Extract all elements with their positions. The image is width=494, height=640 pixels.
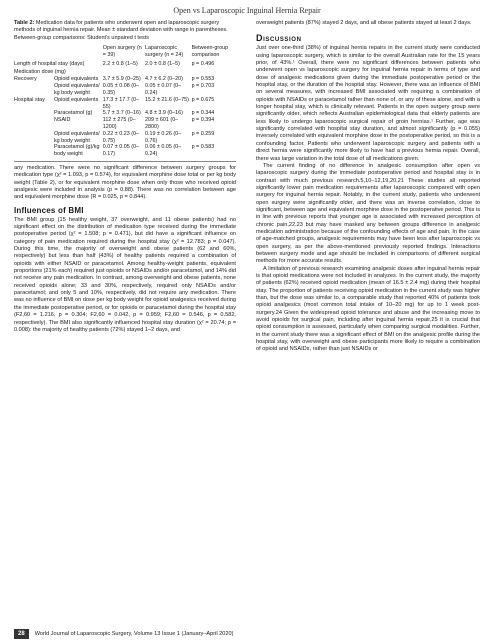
right-column (256, 20, 480, 354)
row-drug-label: Paracetamol (g) (53, 110, 93, 117)
cell-p: p = 0.394 (191, 117, 215, 124)
cell-p: p = 0.675 (191, 96, 215, 103)
table-row (14, 117, 236, 131)
results-paragraph: any medication. There were no significant difference between surgery groups for medication type (χ² = 1.093, p = 0.574), for equivalent morphine dose total or per kg body weight (Table 2), or for equivalent morphine dose when only those who received opioid analgesic were included in analysis (p = 0.88). There was no correlation between age and equivalent morphine dose (R = 0.025, p = 0.844). (14, 164, 236, 201)
cell-open: 5.7 ± 3.7 (0–16) (102, 110, 141, 117)
row-drug-label: Opioid equivalents (53, 76, 99, 83)
col-header-between-group: Between-group comparison (191, 45, 229, 59)
cell-p: p = 0.583 (191, 144, 215, 151)
row-drug-label: NSAID (53, 117, 71, 124)
table-row (14, 76, 236, 83)
row-drug-label: Opioid equivalents/ kg body weight (53, 130, 100, 144)
table-row (14, 144, 236, 158)
cell-los-p: p = 0.496 (191, 60, 215, 67)
page-number: 28 (14, 629, 29, 639)
table-row (14, 131, 236, 145)
discussion-paragraph-2: The current finding of no difference in analgesic consumption after open vs laparoscopic surgery during the immediate postoperative period and hospital stay is in contrast with much previous research.5,10–12,19,20,21 These studies all reported significantly lower pain medication requirements after laparoscopic compared with open surgery for inguinal hernia repair. Notably, in the current study, patients who underwent open surgery were significantly older, and there was an inverse correlation, close to significant, between age and equivalent morphine dose in the postoperative period. This is in line with previous reports that younger age is associated with increased perception of chronic pain,22,23 but may have masked any between groups difference in analgesic medication administration because of the confounding effects of age and pain. In the case of age-matched groups, analgesic requirements may have been less after laparoscopic vs open surgery, as per the above-mentioned previously reported findings. Interactions between surgery mode and age should be included in comparisons of different surgical methods for more accurate results. (256, 162, 480, 265)
cell-p: p = 0.553 (191, 76, 215, 83)
row-drug-label: Paracetamol (g)/kg body weight (53, 144, 100, 158)
table-header-row (14, 45, 236, 61)
row-group-label (14, 144, 54, 158)
row-group-label (14, 117, 54, 131)
results-continued-paragraph: overweight patients (87%) stayed 2 days, and all obese patients stayed at least 2 days. (256, 20, 472, 26)
cell-lap: 0.19 ± 0.26 (0–0.76) (144, 130, 182, 144)
table-row (14, 97, 236, 111)
row-group-label (14, 131, 54, 145)
table-caption (14, 20, 236, 42)
cell-lap: 0.06 ± 0.05 (0–0.24) (144, 144, 182, 158)
cell-lap: 209 ± 601 (0–2800) (144, 117, 179, 130)
cell-los-lap: 2.0 ± 0.8 (1–5) (144, 60, 180, 67)
bmi-section-heading: Influences of BMI (14, 205, 84, 215)
table-caption-label: Table 2: (14, 20, 35, 26)
row-drug-label: Opioid equivalents (53, 96, 99, 103)
row-group-label: Hospital stay (14, 96, 45, 103)
cell-lap: 15.2 ± 21.6 (0–75) (144, 96, 189, 103)
table-divider (14, 161, 236, 162)
running-head: Open vs Laparoscopic Inguinal Hernia Repair (173, 6, 321, 15)
bmi-paragraph: The BMI group (15 healthy weight, 37 overweight, and 11 obese patients) had no significant effect on the distribution of medication type received during the immediate postoperative period (χ² = 1.508; p = 0.471), but did have a significant influence on category of pain medication required during the hospital stay (χ² = 12.783; p = 0.047). During this time, the majority of overweight and obese patients (62 and 60%, respectively) but less than half (43%) of healthy patients required a combination of opioids with either NSAID or paracetamol. Among healthy-weight patients, equivalent proportions (21% each) required just opioids or NSAIDs and/or paracetamol, and 14% did not receive any pain medication. In contrast, among overweight and obese patients, none received opioids alone; 33 and 30%, respectively, required only NSAIDs and/or paracetamol; and only 5 and 10%, respectively, did not require any medication. There was no influence of BMI on dose per kg body weight for opioid analgesics received during the immediate postoperative period, or for opioids or paracetamol during the hospital stay (F2,60 = 1.216, p = 0.304; F2,60 = 0.042, p = 0.959; F2,60 = 0.546, p = 0.582, respectively). The BMI also significantly influenced hospital stay duration (χ² = 20.74; p = 0.008): the majority of healthy patients (72%) stayed 1–2 days, and (14, 216, 236, 333)
cell-p: p = 0.703 (191, 83, 215, 90)
discussion-paragraph-1: Just over one-third (38%) of inguinal hernia repairs in the current study were conducted using laparoscopic surgery, which is similar to the overall Australian rate for the 15 years prior, of 43%.¹ Overall, there were no significant differences between patients who underwent open vs laparoscopic surgery for inguinal hernia repair in terms of type and dose of analgesic medications given during the immediate postoperative period or the hospital stay, or the duration of the hospital stay. However, there was an influence of BMI on several measures, with increased BMI associated with requiring a combination of opioids with NSAIDs or paracetamol rather than none of, or any of these alone, and with a longer hospital stay, which is clinically relevant. Patients in the open surgery group were significantly older, which reflects Australian epidemiological data that elderly patients are less likely to undergo laparoscopic surgical repair of groin hernias.¹ Further, age was significantly correlated with hospital stay duration, and almost significantly (p = 0.055) inversely correlated with equivalent morphine dose in the postoperative period, so this is a confounding factor. Patients who underwent laparoscopic surgery and patients with a direct hernia were significantly more likely to have had a previous hernia repair. Overall, there was large variation in the total dose of all medications given. (256, 45, 480, 162)
cell-open: 0.22 ± 0.23 (0–0.75) (102, 130, 140, 144)
row-group-label (14, 83, 54, 97)
table-caption-text: Medication data for patients who underwent open and laparoscopic surgery methods of inguinal hernia repair. Mean ± standard deviation with range in parentheses. Between-group comparisons: Student’s unpaired t tests (14, 20, 228, 41)
row-label-length-of-stay: Length of hospital stay (days) (14, 60, 85, 67)
discussion-paragraph-3: A limitation of previous research examining analgesic doses after inguinal hernia repair is that opioid medications were not included in analyzes. In the current study, the majority of patients (62%) received opioid medication (mean of 16.5 ± 2.4 mg) during their hospital stay. The proportion of patients receiving opioid medication in the current study was higher than, but the dose was similar to, a comparable study that reported 40% of patients took opioid analgesics (most common total intake of 10–20 mg) for up to 1 week post-surgery.24 Given the widespread opioid tolerance and abuse and the increasing move to avoid opioids for surgical pain, including after inguinal hernia repair,25 it is crucial that opioid consumption is assessed, particularly when comparing surgical modalities. Further, in the current study there was a significant effect of BMI on the analgesic profile during the hospital stay, with overweight and obese participants more likely to require a combination of opioid and NSAIDs, rather than just NSAIDs or (256, 265, 480, 353)
row-drug-label: Opioid equivalents/ kg body weight (53, 83, 100, 96)
col-header-laparoscopic: Laparoscopic surgery (n = 24) (144, 45, 184, 59)
discussion-heading: Discussion (256, 33, 302, 44)
row-group-label: Recovery (14, 76, 37, 83)
table-row-medication-dose (14, 68, 236, 77)
col-header-open: Open surgery (n = 39) (102, 45, 142, 59)
journal-citation: World Journal of Laparoscopic Surgery, Volume 13 Issue 1 (January–April 2020) (34, 631, 234, 637)
row-label-medication-dose: Medication dose (mg) (14, 68, 66, 75)
cell-p: p = 0.259 (191, 130, 215, 137)
cell-open: 112 ± 275 (0–1200) (102, 117, 136, 130)
cell-p: p = 0.344 (191, 110, 215, 117)
cell-lap: 4.7 ± 6.2 (0–20) (144, 76, 183, 83)
cell-open: 17.3 ± 17.7 (0–55) (102, 96, 140, 110)
medication-table (14, 45, 236, 158)
left-column (14, 20, 236, 334)
cell-open: 0.07 ± 0.05 (0–0.17) (102, 144, 140, 158)
table-row (14, 110, 236, 117)
page-footer (14, 628, 480, 640)
row-group-label (14, 110, 54, 117)
cell-open: 0.05 ± 0.08 (0–0.35) (102, 83, 140, 96)
cell-lap: 4.8 ± 3.9 (0–16) (144, 110, 183, 117)
cell-lap: 0.05 ± 0.07 (0–0.24) (144, 83, 182, 96)
table-row (14, 83, 236, 97)
table-row-length-of-stay (14, 61, 236, 68)
cell-open: 3.7 ± 5.9 (0–25) (102, 76, 141, 83)
cell-los-open: 2.2 ± 0.8 (1–5) (102, 60, 138, 67)
